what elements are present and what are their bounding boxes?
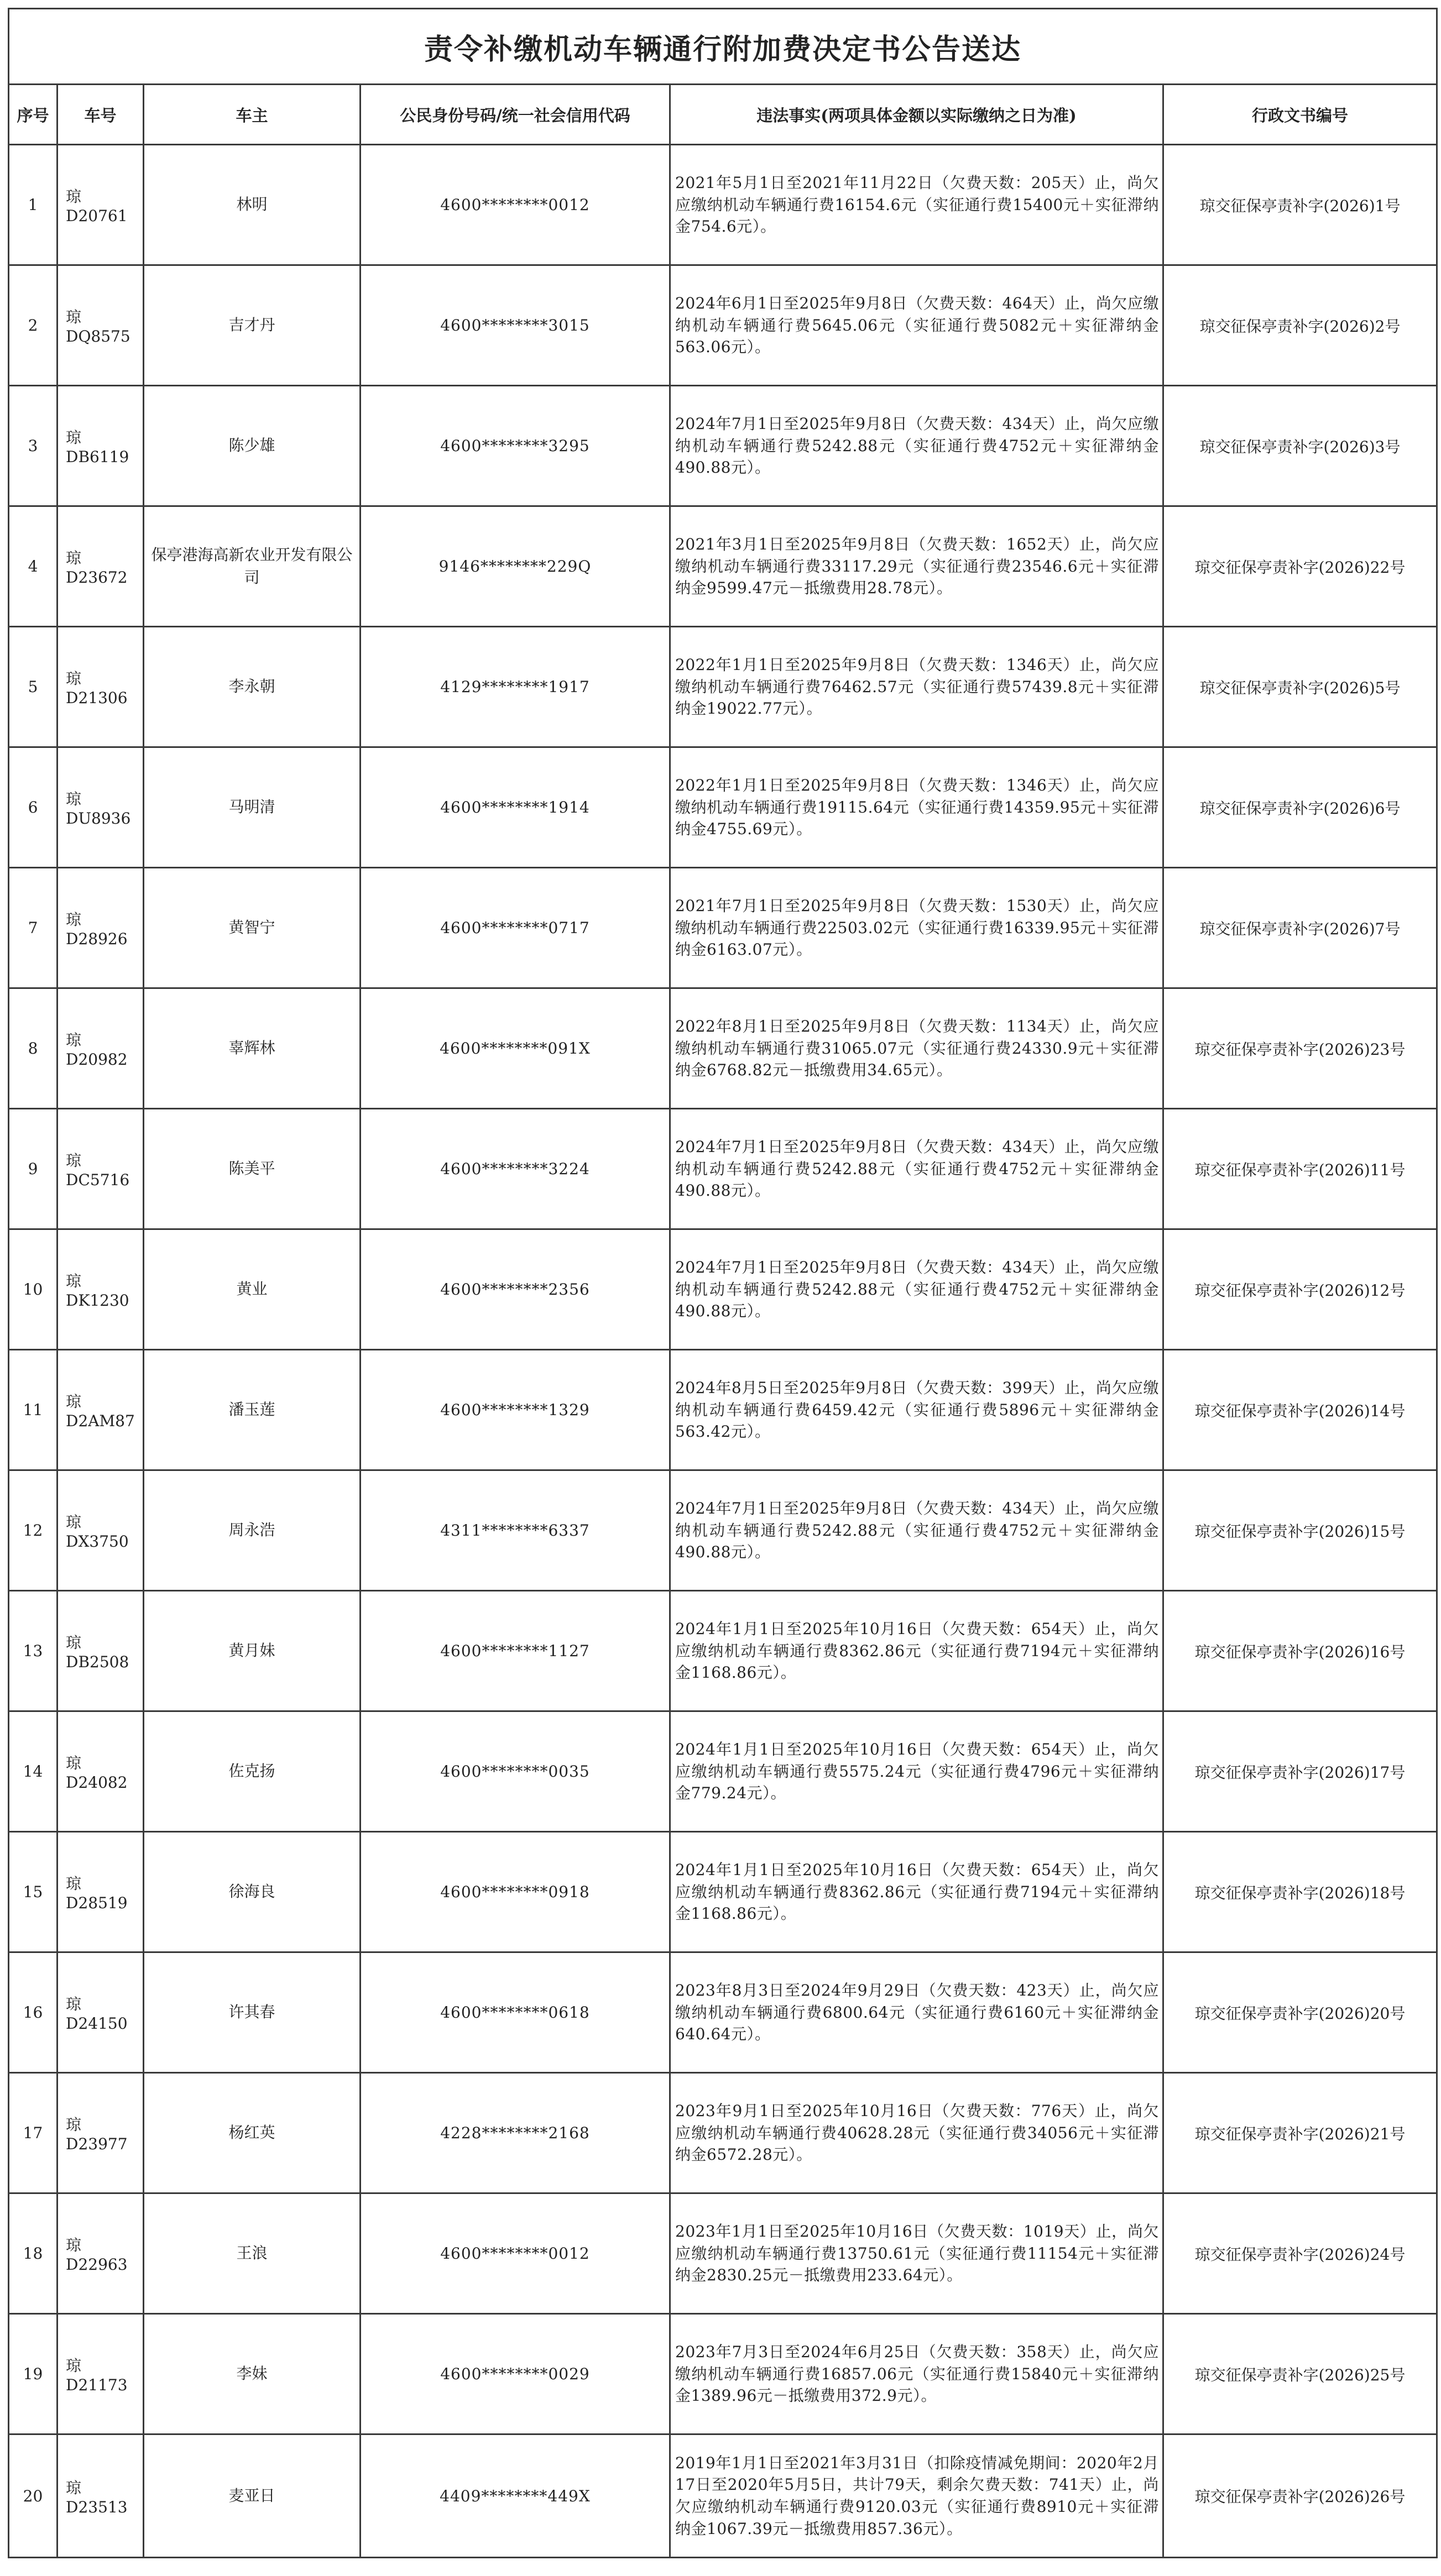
cell-document-number: 琼交征保亭责补字(2026)2号	[1163, 265, 1437, 386]
cell-index: 12	[9, 1470, 58, 1591]
table-row	[9, 506, 1437, 627]
table-row	[9, 386, 1437, 506]
cell-violation-facts: 2024年1月1日至2025年10月16日（欠费天数：654天）止，尚欠应缴纳机动车辆通行费8362.86元（实征通行费7194元＋实征滞纳金1168.86元）。	[670, 1832, 1163, 1952]
cell-plate: 琼DC5716	[58, 1109, 144, 1229]
cell-document-number: 琼交征保亭责补字(2026)18号	[1163, 1832, 1437, 1952]
cell-owner: 许其春	[144, 1952, 361, 2073]
cell-id-number: 4600********1329	[361, 1350, 670, 1470]
cell-violation-facts: 2024年1月1日至2025年10月16日（欠费天数：654天）止，尚欠应缴纳机动车辆通行费8362.86元（实征通行费7194元＋实征滞纳金1168.86元）。	[670, 1591, 1163, 1711]
cell-document-number: 琼交征保亭责补字(2026)24号	[1163, 2193, 1437, 2314]
cell-index: 2	[9, 265, 58, 386]
table-row	[9, 868, 1437, 988]
cell-plate: 琼DU8936	[58, 747, 144, 868]
cell-violation-facts: 2022年1月1日至2025年9月8日（欠费天数：1346天）止，尚欠应缴纳机动车辆通行费19115.64元（实征通行费14359.95元＋实征滞纳金4755.69元）。	[670, 747, 1163, 868]
cell-owner: 徐海良	[144, 1832, 361, 1952]
cell-violation-facts: 2023年7月3日至2024年6月25日（欠费天数：358天）止，尚欠应缴纳机动车辆通行费16857.06元（实征通行费15840元＋实征滞纳金1389.96元－抵缴费用372.9元）。	[670, 2314, 1163, 2434]
cell-document-number: 琼交征保亭责补字(2026)16号	[1163, 1591, 1437, 1711]
cell-violation-facts: 2024年6月1日至2025年9月8日（欠费天数：464天）止，尚欠应缴纳机动车辆通行费5645.06元（实征通行费5082元＋实征滞纳金563.06元）。	[670, 265, 1163, 386]
cell-owner: 黄智宁	[144, 868, 361, 988]
cell-owner: 保亭港海高新农业开发有限公司	[144, 506, 361, 627]
cell-document-number: 琼交征保亭责补字(2026)5号	[1163, 627, 1437, 747]
cell-document-number: 琼交征保亭责补字(2026)11号	[1163, 1109, 1437, 1229]
cell-plate: 琼D20982	[58, 988, 144, 1109]
table-row	[9, 2314, 1437, 2434]
table-row	[9, 2073, 1437, 2193]
cell-id-number: 4600********0012	[361, 2193, 670, 2314]
cell-plate: 琼DK1230	[58, 1229, 144, 1350]
table-row	[9, 747, 1437, 868]
cell-plate: 琼D21173	[58, 2314, 144, 2434]
cell-index: 1	[9, 145, 58, 265]
cell-plate: 琼D24082	[58, 1711, 144, 1832]
cell-id-number: 4600********3295	[361, 386, 670, 506]
cell-id-number: 9146********229Q	[361, 506, 670, 627]
cell-id-number: 4600********3224	[361, 1109, 670, 1229]
header-plate: 车号	[58, 85, 144, 145]
cell-owner: 李妹	[144, 2314, 361, 2434]
table-row	[9, 2434, 1437, 2558]
cell-owner: 陈美平	[144, 1109, 361, 1229]
table-row	[9, 1952, 1437, 2073]
cell-id-number: 4600********091X	[361, 988, 670, 1109]
page-title: 责令补缴机动车辆通行附加费决定书公告送达	[424, 32, 1022, 66]
cell-owner: 辜辉林	[144, 988, 361, 1109]
cell-violation-facts: 2021年7月1日至2025年9月8日（欠费天数：1530天）止，尚欠应缴纳机动车辆通行费22503.02元（实征通行费16339.95元＋实征滞纳金6163.07元）。	[670, 868, 1163, 988]
cell-violation-facts: 2024年1月1日至2025年10月16日（欠费天数：654天）止，尚欠应缴纳机动车辆通行费5575.24元（实征通行费4796元＋实征滞纳金779.24元）。	[670, 1711, 1163, 1832]
cell-index: 6	[9, 747, 58, 868]
cell-document-number: 琼交征保亭责补字(2026)6号	[1163, 747, 1437, 868]
cell-document-number: 琼交征保亭责补字(2026)25号	[1163, 2314, 1437, 2434]
cell-owner: 林明	[144, 145, 361, 265]
cell-plate: 琼D28519	[58, 1832, 144, 1952]
cell-plate: 琼DX3750	[58, 1470, 144, 1591]
table-row	[9, 988, 1437, 1109]
table-row	[9, 1711, 1437, 1832]
table-row	[9, 1591, 1437, 1711]
cell-id-number: 4600********1914	[361, 747, 670, 868]
header-id: 公民身份号码/统一社会信用代码	[361, 85, 670, 145]
cell-plate: 琼D2AM87	[58, 1350, 144, 1470]
cell-plate: 琼D21306	[58, 627, 144, 747]
cell-violation-facts: 2024年8月5日至2025年9月8日（欠费天数：399天）止，尚欠应缴纳机动车辆通行费6459.42元（实征通行费5896元＋实征滞纳金563.42元）。	[670, 1350, 1163, 1470]
cell-id-number: 4600********0918	[361, 1832, 670, 1952]
cell-plate: 琼D20761	[58, 145, 144, 265]
cell-owner: 杨红英	[144, 2073, 361, 2193]
cell-id-number: 4600********0618	[361, 1952, 670, 2073]
cell-plate: 琼D23977	[58, 2073, 144, 2193]
cell-owner: 王浪	[144, 2193, 361, 2314]
title-cell	[9, 9, 1437, 85]
cell-owner: 吉才丹	[144, 265, 361, 386]
cell-index: 11	[9, 1350, 58, 1470]
cell-owner: 麦亚日	[144, 2434, 361, 2558]
cell-document-number: 琼交征保亭责补字(2026)1号	[1163, 145, 1437, 265]
cell-owner: 黄业	[144, 1229, 361, 1350]
cell-violation-facts: 2021年5月1日至2021年11月22日（欠费天数：205天）止，尚欠应缴纳机动车辆通行费16154.6元（实征通行费15400元＋实征滞纳金754.6元）。	[670, 145, 1163, 265]
cell-owner: 李永朝	[144, 627, 361, 747]
notice-sheet	[8, 8, 1436, 2558]
cell-index: 8	[9, 988, 58, 1109]
cell-violation-facts: 2022年1月1日至2025年9月8日（欠费天数：1346天）止，尚欠应缴纳机动车辆通行费76462.57元（实征通行费57439.8元＋实征滞纳金19022.77元）。	[670, 627, 1163, 747]
table-body	[9, 145, 1437, 2558]
table-row	[9, 1229, 1437, 1350]
cell-violation-facts: 2022年8月1日至2025年9月8日（欠费天数：1134天）止，尚欠应缴纳机动车辆通行费31065.07元（实征通行费24330.9元＋实征滞纳金6768.82元－抵缴费用34.65元）。	[670, 988, 1163, 1109]
header-owner: 车主	[144, 85, 361, 145]
cell-id-number: 4228********2168	[361, 2073, 670, 2193]
notice-table	[8, 8, 1438, 2558]
cell-id-number: 4600********0012	[361, 145, 670, 265]
cell-document-number: 琼交征保亭责补字(2026)21号	[1163, 2073, 1437, 2193]
cell-violation-facts: 2021年3月1日至2025年9月8日（欠费天数：1652天）止，尚欠应缴纳机动车辆通行费33117.29元（实征通行费23546.6元＋实征滞纳金9599.47元－抵缴费用28.78元）。	[670, 506, 1163, 627]
cell-violation-facts: 2024年7月1日至2025年9月8日（欠费天数：434天）止，尚欠应缴纳机动车辆通行费5242.88元（实征通行费4752元＋实征滞纳金490.88元）。	[670, 386, 1163, 506]
cell-plate: 琼D22963	[58, 2193, 144, 2314]
cell-document-number: 琼交征保亭责补字(2026)7号	[1163, 868, 1437, 988]
cell-index: 14	[9, 1711, 58, 1832]
cell-document-number: 琼交征保亭责补字(2026)12号	[1163, 1229, 1437, 1350]
cell-document-number: 琼交征保亭责补字(2026)3号	[1163, 386, 1437, 506]
cell-document-number: 琼交征保亭责补字(2026)26号	[1163, 2434, 1437, 2558]
cell-plate: 琼D28926	[58, 868, 144, 988]
table-row	[9, 145, 1437, 265]
cell-violation-facts: 2024年7月1日至2025年9月8日（欠费天数：434天）止，尚欠应缴纳机动车辆通行费5242.88元（实征通行费4752元＋实征滞纳金490.88元）。	[670, 1229, 1163, 1350]
cell-index: 9	[9, 1109, 58, 1229]
cell-index: 16	[9, 1952, 58, 2073]
cell-owner: 佐克扬	[144, 1711, 361, 1832]
cell-id-number: 4600********0029	[361, 2314, 670, 2434]
cell-index: 7	[9, 868, 58, 988]
cell-violation-facts: 2023年8月3日至2024年9月29日（欠费天数：423天）止，尚欠应缴纳机动车辆通行费6800.64元（实征通行费6160元＋实征滞纳金640.64元）。	[670, 1952, 1163, 2073]
cell-id-number: 4600********0035	[361, 1711, 670, 1832]
header-index: 序号	[9, 85, 58, 145]
cell-document-number: 琼交征保亭责补字(2026)20号	[1163, 1952, 1437, 2073]
cell-violation-facts: 2024年7月1日至2025年9月8日（欠费天数：434天）止，尚欠应缴纳机动车辆通行费5242.88元（实征通行费4752元＋实征滞纳金490.88元）。	[670, 1109, 1163, 1229]
cell-id-number: 4129********1917	[361, 627, 670, 747]
header-doc: 行政文书编号	[1163, 85, 1437, 145]
cell-index: 13	[9, 1591, 58, 1711]
table-row	[9, 265, 1437, 386]
cell-document-number: 琼交征保亭责补字(2026)17号	[1163, 1711, 1437, 1832]
cell-id-number: 4600********1127	[361, 1591, 670, 1711]
cell-index: 10	[9, 1229, 58, 1350]
table-row	[9, 1832, 1437, 1952]
cell-id-number: 4600********3015	[361, 265, 670, 386]
cell-index: 4	[9, 506, 58, 627]
cell-id-number: 4600********0717	[361, 868, 670, 988]
cell-index: 19	[9, 2314, 58, 2434]
table-row	[9, 627, 1437, 747]
cell-plate: 琼DB2508	[58, 1591, 144, 1711]
cell-index: 18	[9, 2193, 58, 2314]
cell-plate: 琼D24150	[58, 1952, 144, 2073]
cell-index: 15	[9, 1832, 58, 1952]
cell-owner: 黄月妹	[144, 1591, 361, 1711]
cell-plate: 琼DQ8575	[58, 265, 144, 386]
table-row	[9, 1470, 1437, 1591]
table-row	[9, 1109, 1437, 1229]
table-row	[9, 2193, 1437, 2314]
cell-plate: 琼DB6119	[58, 386, 144, 506]
cell-owner: 周永浩	[144, 1470, 361, 1591]
cell-owner: 陈少雄	[144, 386, 361, 506]
cell-id-number: 4409********449X	[361, 2434, 670, 2558]
cell-index: 17	[9, 2073, 58, 2193]
cell-document-number: 琼交征保亭责补字(2026)23号	[1163, 988, 1437, 1109]
cell-owner: 马明清	[144, 747, 361, 868]
cell-index: 20	[9, 2434, 58, 2558]
cell-index: 5	[9, 627, 58, 747]
cell-owner: 潘玉莲	[144, 1350, 361, 1470]
cell-index: 3	[9, 386, 58, 506]
cell-plate: 琼D23672	[58, 506, 144, 627]
cell-id-number: 4311********6337	[361, 1470, 670, 1591]
cell-violation-facts: 2024年7月1日至2025年9月8日（欠费天数：434天）止，尚欠应缴纳机动车辆通行费5242.88元（实征通行费4752元＋实征滞纳金490.88元）。	[670, 1470, 1163, 1591]
cell-violation-facts: 2023年1月1日至2025年10月16日（欠费天数：1019天）止，尚欠应缴纳机动车辆通行费13750.61元（实征通行费11154元＋实征滞纳金2830.25元－抵缴费用233.64元）。	[670, 2193, 1163, 2314]
cell-document-number: 琼交征保亭责补字(2026)15号	[1163, 1470, 1437, 1591]
cell-document-number: 琼交征保亭责补字(2026)14号	[1163, 1350, 1437, 1470]
header-facts: 违法事实(两项具体金额以实际缴纳之日为准)	[670, 85, 1163, 145]
table-row	[9, 1350, 1437, 1470]
cell-document-number: 琼交征保亭责补字(2026)22号	[1163, 506, 1437, 627]
header-row	[9, 85, 1437, 145]
cell-violation-facts: 2019年1月1日至2021年3月31日（扣除疫情减免期间：2020年2月17日至2020年5月5日，共计79天，剩余欠费天数：741天）止，尚欠应缴纳机动车辆通行费9120.03元（实征通行费8910元＋实征滞纳金1067.39元－抵缴费用857.36元）。	[670, 2434, 1163, 2558]
cell-violation-facts: 2023年9月1日至2025年10月16日（欠费天数：776天）止，尚欠应缴纳机动车辆通行费40628.28元（实征通行费34056元＋实征滞纳金6572.28元）。	[670, 2073, 1163, 2193]
cell-plate: 琼D23513	[58, 2434, 144, 2558]
cell-id-number: 4600********2356	[361, 1229, 670, 1350]
